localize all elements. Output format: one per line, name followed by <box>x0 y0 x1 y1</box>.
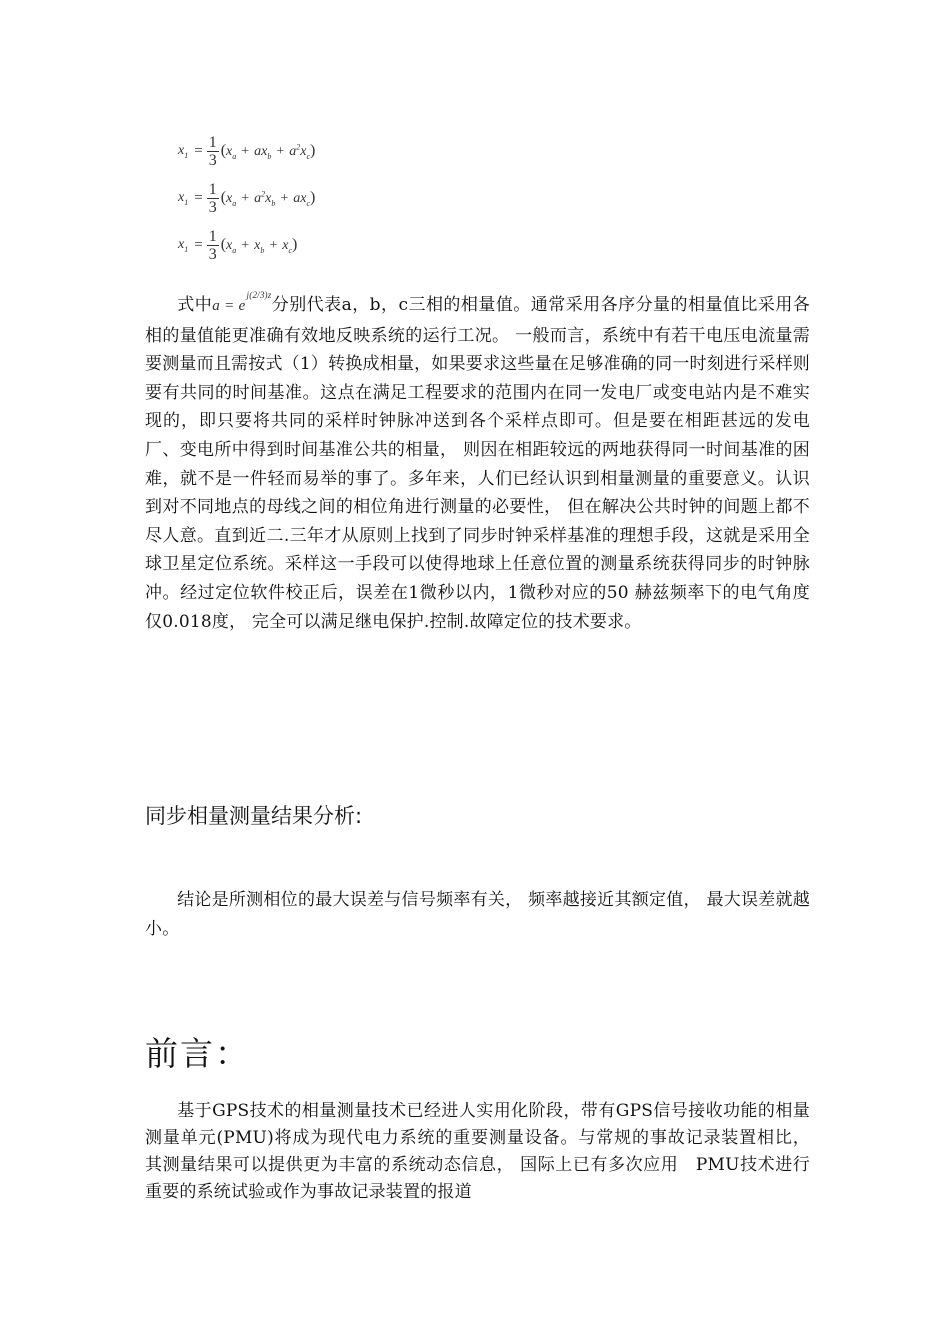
formula-fraction: $\frac{1}{3}$ <box>208 227 217 263</box>
formula-expression: $(x_a + a^2x_b + ax_c)$ <box>220 188 316 208</box>
formula-lhs: $x_1$ <box>178 236 189 254</box>
formula-2 <box>178 175 315 221</box>
formula-3 <box>178 222 297 268</box>
paragraph-text: 分别代表a，b，c三相的相量值。通常采用各序分量的相量值比采用各相的量值能更准确有效地反映系统的运行工况。 一般而言，系统中有若干电压电流量需要测量而且需按式（1）转换成相量，如果要求这些量在足够准确的同一时刻进行采样则要有共同的时间基准。这点在满足工程要求的范围内在同一发电厂或变电站内是不难实现的，即只要将共同的采样时钟脉冲送到各个采样点即可。但是要在相距甚远的发电厂、变电所中得到时间基准公共的相量， 则因在相距较远的两地获得同一时间基准的困难，就不是一件轻而易举的事了。多年来，人们已经认识到相量测量的重要意义。认识到对不同地点的母线之间的相位角进行测量的必要性， 但在解决公共时钟的间题上都不尽人意。直到近二.三年才从原则上找到了同步时钟采样基准的理想手段，这就是采用全球卫星定位系统。采样这一手段可以使得地球上任意位置的测量系统获得同步的时钟脉冲。经过定位软件校正后，误差在1微秒以内，1微秒对应的50 赫兹频率下的电气角度仅0.018度， 完全可以满足继电保护.控制.故障定位的技术要求。 <box>145 295 811 632</box>
body-paragraph-conclusion <box>145 886 810 943</box>
formula-expression: $(x_a + ax_b + a^2x_c)$ <box>220 141 316 161</box>
body-paragraph-sequence-components <box>145 291 810 636</box>
formula-fraction: $\frac{1}{3}$ <box>208 180 217 216</box>
formula-equals: = <box>194 236 203 253</box>
formula-1 <box>178 128 315 174</box>
paragraph-text: 结论是所测相位的最大误差与信号频率有关， 频率越接近其额定值， 最大误差就越小。 <box>145 890 810 939</box>
inline-formula-a: $a = e^{j(2/3)z}$ <box>212 290 272 314</box>
paragraph-text: 基于GPS技术的相量测量技术已经进人实用化阶段，带有GPS信号接收功能的相量测量单元(PMU)将成为现代电力系统的重要测量设备。与常规的事故记录装置相比， 其测量结果可以提供更为丰富的系统动态信息， 国际上已有多次应用 PMU技术进行重要的系统试验或作为事故记录装置的报道 <box>145 1101 810 1202</box>
formula-lhs: $x_1$ <box>178 189 189 207</box>
formula-lhs: $x_1$ <box>178 142 189 160</box>
formula-fraction: $\frac{1}{3}$ <box>208 133 217 169</box>
formula-equals: = <box>194 189 203 206</box>
section-heading-analysis: 同步相量测量结果分析: <box>145 804 363 828</box>
section-heading-preface: 前言： <box>145 1034 250 1073</box>
paragraph-lead: 式中 <box>177 295 213 315</box>
formula-expression: $(x_a + x_b + x_c)$ <box>220 235 298 255</box>
formula-equals: = <box>194 142 203 159</box>
body-paragraph-preface <box>145 1098 810 1206</box>
